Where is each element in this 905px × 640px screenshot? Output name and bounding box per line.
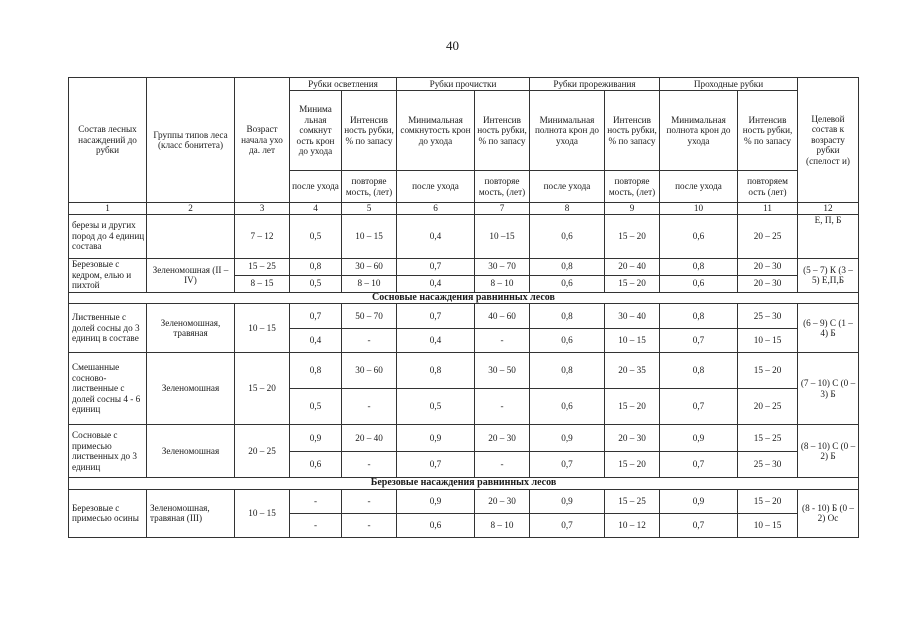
cell-value: 0,6 xyxy=(530,329,605,353)
header-min-closure-1: Минима льная сомкнут ость крон до ухода xyxy=(290,91,342,171)
cell-value: 20 – 35 xyxy=(605,353,660,389)
cell-groups: Зеленомошная, травяная (III) xyxy=(147,489,235,537)
cell-value: 10 –15 xyxy=(475,214,530,258)
cell-age: 10 – 15 xyxy=(235,304,290,353)
cell-value: 10 – 15 xyxy=(738,513,798,537)
header-row-numbers xyxy=(69,203,859,215)
cell-groups: Зеленомошная (II – IV) xyxy=(147,258,235,292)
col-number: 2 xyxy=(147,203,235,215)
cell-value: - xyxy=(342,513,397,537)
header-repeat-1: повторяе мость, (лет) xyxy=(342,171,397,203)
cell-value: 0,8 xyxy=(530,353,605,389)
cell-value: - xyxy=(475,452,530,478)
cell-value: 0,4 xyxy=(290,329,342,353)
cell-value: 15 – 25 xyxy=(738,425,798,452)
page-number: 40 xyxy=(446,38,459,53)
table-row xyxy=(69,489,859,513)
header-target: Целевой состав к возрасту рубки (спелост и) xyxy=(798,78,859,203)
cell-age: 20 – 25 xyxy=(235,425,290,478)
table-row xyxy=(69,304,859,329)
cell-value: 0,9 xyxy=(660,425,738,452)
cell-target: (8 - 10) Б (0 – 2) Ос xyxy=(798,489,859,537)
cell-value: 8 – 10 xyxy=(342,275,397,292)
cell-value: 30 – 50 xyxy=(475,353,530,389)
cell-value: - xyxy=(342,389,397,425)
cell-value: 0,9 xyxy=(530,425,605,452)
cell-value: 0,8 xyxy=(290,258,342,275)
cell-groups: Зеленомошная xyxy=(147,425,235,478)
col-number: 12 xyxy=(798,203,859,215)
header-composition: Состав лесных насаждений до рубки xyxy=(69,78,147,203)
cell-value: 0,9 xyxy=(397,425,475,452)
cell-age: 7 – 12 xyxy=(235,214,290,258)
cell-value: 15 – 20 xyxy=(605,214,660,258)
header-after-2: после ухода xyxy=(397,171,475,203)
cell-value: 30 – 40 xyxy=(605,304,660,329)
cell-value: 0,8 xyxy=(660,353,738,389)
cell-age: 15 – 25 xyxy=(235,258,290,275)
cell-value: 15 – 20 xyxy=(605,275,660,292)
cell-value: 0,9 xyxy=(660,489,738,513)
header-min-density-4: Минимальная полнота крон до ухода xyxy=(660,91,738,171)
cell-value: 0,4 xyxy=(397,329,475,353)
cell-value: 0,8 xyxy=(660,304,738,329)
header-forest-groups: Группы типов леса (класс бонитета) xyxy=(147,78,235,203)
table-row xyxy=(69,214,859,258)
cell-value: 0,7 xyxy=(660,513,738,537)
cell-target: Е, П, Б xyxy=(798,214,859,258)
cell-value: 30 – 60 xyxy=(342,353,397,389)
header-min-density-3: Минимальная полнота крон до ухода xyxy=(530,91,605,171)
header-group-thinning: Рубки прореживания xyxy=(530,78,660,91)
cell-target: (6 – 9) С (1 – 4) Б xyxy=(798,304,859,353)
cell-value: - xyxy=(342,329,397,353)
cell-value: 0,4 xyxy=(397,275,475,292)
header-age: Возраст начала ухо да. лет xyxy=(235,78,290,203)
col-number: 9 xyxy=(605,203,660,215)
forest-care-table xyxy=(68,77,859,538)
cell-value: 25 – 30 xyxy=(738,452,798,478)
cell-value: 0,6 xyxy=(530,214,605,258)
cell-groups xyxy=(147,214,235,258)
table-row xyxy=(69,353,859,389)
table-row xyxy=(69,425,859,452)
cell-age: 15 – 20 xyxy=(235,353,290,425)
header-after-3: после ухода xyxy=(530,171,605,203)
cell-value: 50 – 70 xyxy=(342,304,397,329)
cell-value: 15 – 20 xyxy=(605,389,660,425)
header-min-closure-2: Минимальная сомкнутость крон до ухода xyxy=(397,91,475,171)
cell-value: 0,8 xyxy=(290,353,342,389)
cell-value: 8 – 10 xyxy=(475,275,530,292)
header-group-lightening: Рубки осветления xyxy=(290,78,397,91)
cell-value: 20 – 25 xyxy=(738,389,798,425)
cell-value: 20 – 30 xyxy=(738,275,798,292)
cell-target: (8 – 10) С (0 – 2) Б xyxy=(798,425,859,478)
cell-composition: Березовые с кедром, елью и пихтой xyxy=(69,258,147,292)
cell-value: 0,7 xyxy=(530,513,605,537)
header-repeat-4: повторяем ость (лет) xyxy=(738,171,798,203)
cell-value: 0,7 xyxy=(660,389,738,425)
cell-value: 20 – 40 xyxy=(342,425,397,452)
cell-composition: Сосновые с примесью лиственных до 3 единиц xyxy=(69,425,147,478)
cell-value: 0,9 xyxy=(397,489,475,513)
cell-value: 10 – 15 xyxy=(738,329,798,353)
cell-value: - xyxy=(342,489,397,513)
cell-target: (7 – 10) С (0 – 3) Б xyxy=(798,353,859,425)
cell-value: 0,5 xyxy=(290,214,342,258)
cell-value: 0,6 xyxy=(530,275,605,292)
table-row xyxy=(69,258,859,275)
cell-value: 0,7 xyxy=(660,329,738,353)
cell-groups: Зеленомошная xyxy=(147,353,235,425)
header-repeat-2: повторяе мость, (лет) xyxy=(475,171,530,203)
cell-value: - xyxy=(290,489,342,513)
cell-value: 0,7 xyxy=(290,304,342,329)
cell-value: 30 – 60 xyxy=(342,258,397,275)
col-number: 10 xyxy=(660,203,738,215)
cell-value: 0,4 xyxy=(397,214,475,258)
cell-value: 0,8 xyxy=(530,304,605,329)
cell-age: 8 – 15 xyxy=(235,275,290,292)
cell-value: 0,9 xyxy=(290,425,342,452)
header-intensity-4: Интенсив ность рубки, % по запасу xyxy=(738,91,798,171)
cell-value: 0,7 xyxy=(397,258,475,275)
header-intensity-1: Интенсив ность рубки, % по запасу xyxy=(342,91,397,171)
cell-value: 0,7 xyxy=(397,452,475,478)
section-row xyxy=(69,292,859,304)
cell-age: 10 – 15 xyxy=(235,489,290,537)
cell-value: 15 – 20 xyxy=(738,353,798,389)
cell-target: (5 – 7) К (3 – 5) Е,П,Б xyxy=(798,258,859,292)
cell-value: 15 – 20 xyxy=(605,452,660,478)
col-number: 11 xyxy=(738,203,798,215)
cell-value: 10 – 12 xyxy=(605,513,660,537)
cell-composition: Лиственные с долей сосны до 3 единиц в составе xyxy=(69,304,147,353)
section-row xyxy=(69,478,859,490)
cell-value: 0,5 xyxy=(290,275,342,292)
cell-value: 20 – 25 xyxy=(738,214,798,258)
col-number: 3 xyxy=(235,203,290,215)
cell-value: 0,8 xyxy=(397,353,475,389)
header-group-passage: Проходные рубки xyxy=(660,78,798,91)
cell-value: 25 – 30 xyxy=(738,304,798,329)
cell-value: 0,8 xyxy=(530,258,605,275)
cell-value: 20 – 30 xyxy=(475,425,530,452)
cell-value: 30 – 70 xyxy=(475,258,530,275)
cell-value: 0,7 xyxy=(660,452,738,478)
cell-composition: Березовые с примесью осины xyxy=(69,489,147,537)
header-repeat-3: повторяе мость, (лет) xyxy=(605,171,660,203)
section-pine-title: Сосновые насаждения равнинных лесов xyxy=(69,292,859,304)
cell-value: 0,9 xyxy=(530,489,605,513)
cell-value: - xyxy=(290,513,342,537)
cell-composition: Смешанные сосново-лиственные с долей сосны 4 - 6 единиц xyxy=(69,353,147,425)
cell-value: - xyxy=(475,389,530,425)
cell-groups: Зеленомошная, травяная xyxy=(147,304,235,353)
col-number: 8 xyxy=(530,203,605,215)
section-birch-title: Березовые насаждения равнинных лесов xyxy=(69,478,859,490)
cell-composition: березы и других пород до 4 единиц состава xyxy=(69,214,147,258)
header-row-groups xyxy=(69,78,859,91)
header-intensity-2: Интенсив ность рубки, % по запасу xyxy=(475,91,530,171)
cell-value: 0,5 xyxy=(397,389,475,425)
cell-value: 0,8 xyxy=(660,258,738,275)
col-number: 4 xyxy=(290,203,342,215)
cell-value: 15 – 20 xyxy=(738,489,798,513)
header-after-4: после ухода xyxy=(660,171,738,203)
cell-value: 20 – 40 xyxy=(605,258,660,275)
cell-value: 0,5 xyxy=(290,389,342,425)
cell-value: 0,6 xyxy=(290,452,342,478)
cell-value: 20 – 30 xyxy=(605,425,660,452)
cell-value: 40 – 60 xyxy=(475,304,530,329)
cell-value: 0,7 xyxy=(530,452,605,478)
cell-value: 0,7 xyxy=(397,304,475,329)
col-number: 7 xyxy=(475,203,530,215)
col-number: 6 xyxy=(397,203,475,215)
cell-value: 0,6 xyxy=(660,214,738,258)
header-after-1: после ухода xyxy=(290,171,342,203)
col-number: 5 xyxy=(342,203,397,215)
cell-value: 0,6 xyxy=(397,513,475,537)
cell-value: 8 – 10 xyxy=(475,513,530,537)
cell-value: - xyxy=(475,329,530,353)
col-number: 1 xyxy=(69,203,147,215)
cell-value: 10 – 15 xyxy=(342,214,397,258)
cell-value: 20 – 30 xyxy=(738,258,798,275)
cell-value: 10 – 15 xyxy=(605,329,660,353)
header-group-cleaning: Рубки прочистки xyxy=(397,78,530,91)
cell-value: 15 – 25 xyxy=(605,489,660,513)
cell-value: - xyxy=(342,452,397,478)
cell-value: 20 – 30 xyxy=(475,489,530,513)
cell-value: 0,6 xyxy=(660,275,738,292)
header-intensity-3: Интенсив ность рубки, % по запасу xyxy=(605,91,660,171)
cell-value: 0,6 xyxy=(530,389,605,425)
